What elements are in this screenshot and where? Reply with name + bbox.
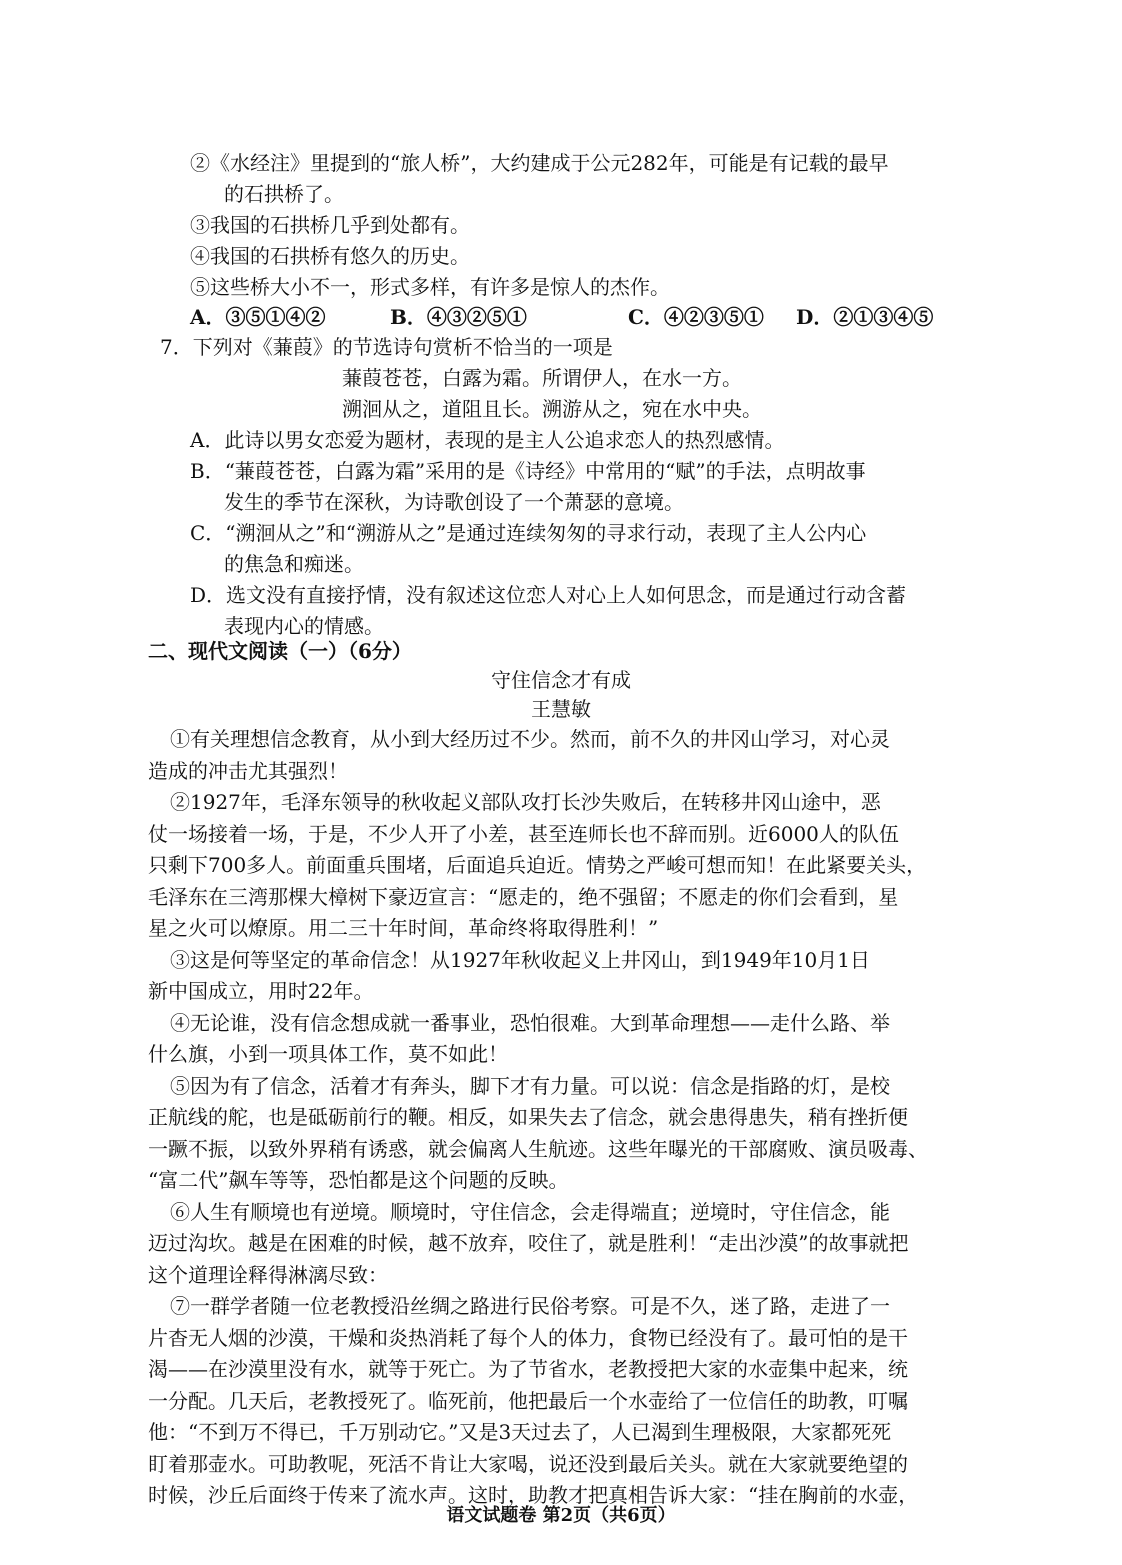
page-footer: 语文试题卷 第2页（共6页） bbox=[446, 1505, 676, 1526]
q7-option-c: C．“溯洄从之”和“溯游从之”是通过连续匆匆的寻求行动，表现了主人公内心 的焦急和痴迷。 bbox=[190, 521, 867, 576]
q7-option-a: A．此诗以男女恋爱为题材，表现的是主人公追求恋人的热烈感情。 bbox=[190, 428, 785, 452]
paragraph-6: ⑥人生有顺境也有逆境。顺境时，守住信念，会走得端直；逆境时，守住信念，能 迈过沟坎。越是在困难的时候，越不放弃，咬住了，就是胜利！“走出沙漠”的故事就把 这个道理诠释得淋漓尽致： bbox=[148, 1199, 909, 1287]
article-author: 王慧敏 bbox=[531, 697, 591, 721]
article-title: 守住信念才有成 bbox=[491, 668, 631, 692]
q6-option-d: D．②①③④⑤ bbox=[796, 305, 934, 329]
paragraph-7: ⑦一群学者随一位老教授沿丝绸之路进行民俗考察。可是不久，迷了路，走进了一 片杳无人烟的沙漠，干燥和炎热消耗了每个人的体力，食物已经没有了。最可怕的是干 渴——在沙漠里没有水，就等于死亡。为了节省水，老教授把大家的水壶集中起来，统 一分配。几天后，老教授死了。临死前，他把最后一个水壶给了一位信任的助教，叮嘱 他：“不到万不得已，千万别动它。”又是3天过去了，人已渴到生理极限，大家都死死 盯着那壶水。可助教呢，死活不肯让大家喝，说还没到最后关头。就在大家就要绝望的 时候，沙丘后面终于传来了流水声。这时，助教才把真相告诉大家：“挂在胸前的水壶， bbox=[148, 1294, 919, 1507]
q6-options bbox=[190, 302, 933, 333]
paragraph-2: ②1927年，毛泽东领导的秋收起义部队攻打长沙失败后，在转移井冈山途中，恶 仗一场接着一场，于是，不少人开了小差，甚至连师长也不辞而别。近6000人的队伍 只剩下700多人。前面重兵围堵，后面追兵迫近。情势之严峻可想而知！在此紧要关头， 毛泽东在三湾那棵大樟树下豪迈宣言：“愿走的，绝不强留；不愿走的你们会看到，星 星之火可以燎原。用二三十年时间，革命终将取得胜利！” bbox=[148, 790, 927, 940]
q7-option-d: D．选文没有直接抒情，没有叙述这位恋人对心上人如何思念，而是通过行动含蓄 表现内心的情感。 bbox=[190, 583, 907, 638]
paragraph-1: ①有关理想信念教育，从小到大经历过不少。然而，前不久的井冈山学习，对心灵 造成的冲击尤其强烈！ bbox=[148, 727, 890, 783]
q6-item-5: ⑤这些桥大小不一，形式多样，有许多是惊人的杰作。 bbox=[190, 275, 670, 299]
q7-stem: 7．下列对《蒹葭》的节选诗句赏析不恰当的一项是 bbox=[160, 335, 613, 359]
paragraph-4: ④无论谁，没有信念想成就一番事业，恐怕很难。大到革命理想——走什么路、举 什么旗，小到一项具体工作，莫不如此！ bbox=[148, 1010, 890, 1066]
q7-option-b: B．“蒹葭苍苍，白露为霜”采用的是《诗经》中常用的“赋”的手法，点明故事 发生的季节在深秋，为诗歌创设了一个萧瑟的意境。 bbox=[190, 459, 866, 514]
q6-item-4: ④我国的石拱桥有悠久的历史。 bbox=[190, 244, 470, 268]
paragraph-3: ③这是何等坚定的革命信念！从1927年秋收起义上井冈山，到1949年10月1日 新中国成立，用时22年。 bbox=[148, 947, 870, 1003]
section-heading: 二、现代文阅读（一）（6分） bbox=[148, 639, 412, 663]
q6-option-a: A．③⑤①④② bbox=[190, 305, 326, 329]
q7-poem-line-2: 溯洄从之，道阻且长。溯游从之，宛在水中央。 bbox=[342, 397, 762, 421]
q6-option-b: B．④③②⑤① bbox=[390, 305, 527, 329]
q7-poem-line-1: 蒹葭苍苍，白露为霜。所谓伊人，在水一方。 bbox=[342, 366, 742, 390]
q6-option-c: C．④②③⑤① bbox=[628, 305, 764, 329]
paragraph-5: ⑤因为有了信念，活着才有奔头，脚下才有力量。可以说：信念是指路的灯，是校 正航线的舵，也是砥砺前行的鞭。相反，如果失去了信念，就会患得患失，稍有挫折便 一蹶不振，以致外界稍有诱惑，就会偏离人生航迹。这些年曝光的干部腐败、演员吸毒、 “富二代”飙车等等，恐怕都是这个问题的反映。 bbox=[148, 1073, 928, 1192]
q6-item-2: ②《水经注》里提到的“旅人桥”，大约建成于公元282年，可能是有记载的最早 的石拱桥了。 bbox=[190, 151, 889, 206]
article-body bbox=[148, 724, 928, 1512]
q6-item-3: ③我国的石拱桥几乎到处都有。 bbox=[190, 213, 470, 237]
